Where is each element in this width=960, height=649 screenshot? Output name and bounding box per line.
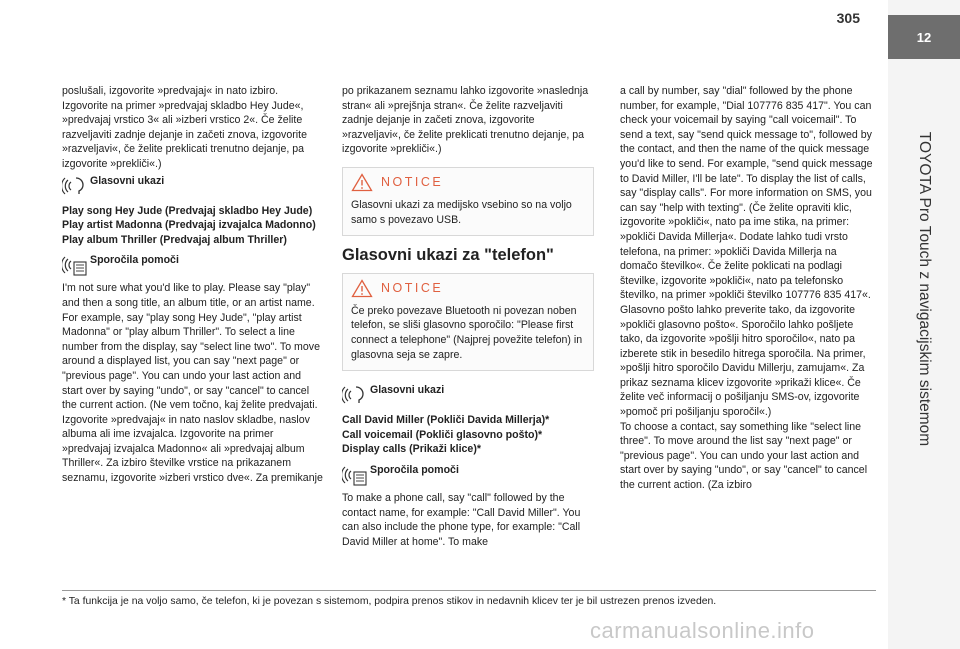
chapter-number: 12 xyxy=(888,15,960,59)
footnote-divider xyxy=(62,590,876,591)
warning-triangle-icon xyxy=(351,279,373,298)
warning-triangle-icon xyxy=(351,173,373,192)
chapter-title: TOYOTA Pro Touch z navigacijskim sistemom xyxy=(916,131,933,447)
column-2 xyxy=(342,84,594,549)
help-messages-title: Sporočila pomoči xyxy=(370,463,459,476)
voice-commands-heading xyxy=(62,174,324,198)
notice-text: Če preko povezave Bluetooth ni povezan noben telefon, se sliši glasovno sporočilo: "Please first connect a telephone" (Najprej povežite telefon) in glasovna seja se zapre. xyxy=(351,304,583,361)
notice-box xyxy=(342,273,594,371)
command-item: Call voicemail (Pokliči glasovno pošto)* xyxy=(342,428,543,441)
paragraph: I'm not sure what you'd like to play. Please say "play" and then a song title, an album title, or an artist name. For example, say "play song Hey Jude", "play artist Madonna" or "play album Thriller". To select a line number from the display, say "select line two". To move around a displayed list, you can say "next page" or "previous page". You can undo your last action and start over by saying "undo", or say "cancel" to cancel the current action. (Ne vem točno, kaj želite predvajati. Izgovorite »predvajaj« in nato naslov skladbe, naslov albuma ali ime izvajalca. Izgovorite na primer »predvajaj izvajalca Madonno« ali »predvajaj album Thriller«. Za izbiro številke vrstice na prikazanem seznamu, izgovorite »izberi vrstico dve«. Za premikanje xyxy=(62,282,323,485)
paragraph: po prikazanem seznamu lahko izgovorite »naslednja stran« ali »prejšnja stran«. Če želite razveljaviti zadnje dejanje in začeti znova, izgovorite »razveljavi«, če želite preklicati trenutno dejanje, pa izgovorite »prekliči«.) xyxy=(342,85,589,156)
voice-commands-title: Glasovni ukazi xyxy=(370,384,445,397)
paragraph: a call by number, say "dial" followed by the phone number, for example, "Dial 107776 835 417". You can check your voicemail by saying "call voicemail". To send a text, say "send quick message to", followed by the contact, and then the name of the quick message you'd like to send. For example, "send quick message to David Miller, I'll be late". To display the list of calls, say "display calls". For more information on SMS, you can say "help with texting". (Če želite opraviti klic, izgovorite »pokliči«, nato pa ime stika, na primer: »pokliči Davida Millerja«. Dodate lahko tudi vrsto telefona, na primer: »pokliči Davida Millerja na domačo številko«. Če želite poklicati na podlagi številke, izgovorite »pokliči«, nato pa telefonsko številko, na primer »pokliči številko 107776 835 417«. Glasovno pošto lahko preverite tako, da izgovorite »pokliči glasovno pošto«. Sporočilo lahko pošljete tako, da izgovorite »pošlji hitro sporočilo«, nato pa izberete stik in besedilo hitrega sporočila. Na primer, »pošlji hitro sporočilo Davidu Millerju, zamujam«. Za prikaz seznama klicev izgovorite »prikaži klice«. Če želite več informacij o pošiljanju SMS-ov, izgovorite »pomoč pri pošiljanju sporočil«.) xyxy=(620,85,873,419)
help-messages-title: Sporočila pomoči xyxy=(90,254,179,267)
notice-title: NOTICE xyxy=(381,175,444,190)
column-3 xyxy=(620,84,876,493)
paragraph: To choose a contact, say something like "select line three". To move around the list say "next page" or "previous page". You can undo your last action and start over by saying "undo", or say "cancel" to cancel the current action. (Za izbiro xyxy=(620,420,868,492)
command-list xyxy=(342,413,594,457)
watermark: carmanualsonline.info xyxy=(590,618,815,643)
section-heading: Glasovni ukazi za "telefon" xyxy=(342,246,554,265)
command-list xyxy=(62,204,324,248)
voice-command-icon xyxy=(342,381,368,407)
paragraph: poslušali, izgovorite »predvajaj« in nato izbiro. Izgovorite na primer »predvajaj skladbo Hey Jude«, »predvajaj vrstico 3« ali »izberi vrstico 2«. Če želite razveljaviti zadnje dejanje in začeti znova, izgovorite »razveljavi«, če želite preklicati trenutno dejanje, pa izgovorite »prekliči«.) xyxy=(62,85,307,170)
command-item: Play artist Madonna (Predvajaj izvajalca Madonno) xyxy=(62,219,316,232)
paragraph: To make a phone call, say "call" followed by the contact name, for example: "Call David Miller". You can also include the phone type, for example: "Call David Miller at home". To make xyxy=(342,491,581,548)
command-item: Call David Miller (Pokliči Davida Millerja)* xyxy=(342,414,550,427)
command-item: Display calls (Prikaži klice)* xyxy=(342,443,481,456)
help-message-icon xyxy=(62,251,88,277)
command-item: Play album Thriller (Predvajaj album Thriller) xyxy=(62,233,287,246)
notice-text: Glasovni ukazi za medijsko vsebino so na voljo samo s povezavo USB. xyxy=(351,198,572,226)
voice-command-icon xyxy=(62,172,88,198)
help-message-icon xyxy=(342,461,368,487)
voice-commands-title: Glasovni ukazi xyxy=(90,174,165,187)
help-messages-heading xyxy=(342,463,594,487)
help-messages-heading xyxy=(62,253,324,277)
notice-title: NOTICE xyxy=(381,280,444,295)
notice-box xyxy=(342,167,594,236)
voice-commands-heading xyxy=(342,383,594,407)
column-1 xyxy=(62,84,324,486)
command-item: Play song Hey Jude (Predvajaj skladbo Hey Jude) xyxy=(62,204,313,217)
footnote: * Ta funkcija je na voljo samo, če telefon, ki je povezan s sistemom, podpira prenos stikov in nedavnih klicev ter je bil ustrezen prenos izveden. xyxy=(62,596,717,607)
page-number: 305 xyxy=(836,10,860,26)
